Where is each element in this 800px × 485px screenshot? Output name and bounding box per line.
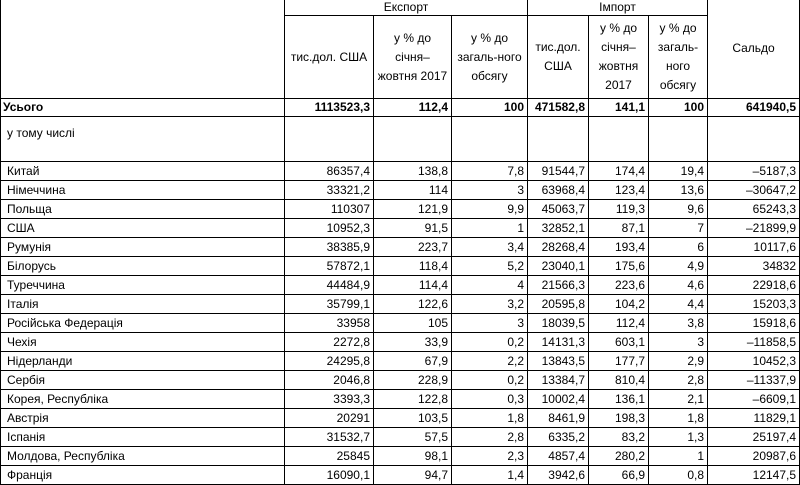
export-pct-cell: 94,7 (374, 466, 452, 485)
export-share-cell: 7,8 (452, 162, 528, 181)
table-row (1, 200, 800, 219)
import-usd-cell: 10002,4 (528, 390, 589, 409)
export-usd-cell: 24295,8 (285, 352, 374, 371)
table-row (1, 295, 800, 314)
balance-cell: –11858,5 (708, 333, 800, 352)
export-usd-cell: 86357,4 (285, 162, 374, 181)
import-share-cell: 7 (649, 219, 708, 238)
import-pct-cell: 198,3 (589, 409, 649, 428)
import-share-cell: 0,8 (649, 466, 708, 485)
empty-cell (528, 117, 589, 162)
import-pct-cell: 87,1 (589, 219, 649, 238)
total-row (1, 99, 800, 117)
export-share-cell: 1,8 (452, 409, 528, 428)
import-pct-cell: 83,2 (589, 428, 649, 447)
export-group-header: Експорт (285, 0, 528, 16)
import-pct-cell: 810,4 (589, 371, 649, 390)
import-usd-cell: 32852,1 (528, 219, 589, 238)
total-import-pct: 141,1 (589, 99, 649, 117)
country-name: Корея, Республіка (1, 390, 285, 409)
export-usd-cell: 16090,1 (285, 466, 374, 485)
import-share-cell: 2,1 (649, 390, 708, 409)
export-usd-cell: 35799,1 (285, 295, 374, 314)
import-pct-cell: 193,4 (589, 238, 649, 257)
table-row (1, 314, 800, 333)
export-usd-cell: 57872,1 (285, 257, 374, 276)
import-share-cell: 6 (649, 238, 708, 257)
table-row (1, 238, 800, 257)
import-pct-cell: 603,1 (589, 333, 649, 352)
import-usd-header: тис.дол. США (528, 16, 589, 99)
export-pct-cell: 98,1 (374, 447, 452, 466)
export-share-cell: 3 (452, 314, 528, 333)
import-pct-cell: 123,4 (589, 181, 649, 200)
empty-cell (649, 117, 708, 162)
import-pct-cell: 177,7 (589, 352, 649, 371)
country-name: Іспанія (1, 428, 285, 447)
import-usd-cell: 28268,4 (528, 238, 589, 257)
country-name: Білорусь (1, 257, 285, 276)
country-name: Нідерланди (1, 352, 285, 371)
import-share-cell: 3 (649, 333, 708, 352)
balance-cell: 25197,4 (708, 428, 800, 447)
export-pct-cell: 118,4 (374, 257, 452, 276)
country-name: Молдова, Республіка (1, 447, 285, 466)
table-row (1, 390, 800, 409)
import-usd-cell: 45063,7 (528, 200, 589, 219)
export-pct-cell: 91,5 (374, 219, 452, 238)
import-share-cell: 1 (649, 447, 708, 466)
balance-cell: 34832 (708, 257, 800, 276)
export-usd-cell: 31532,7 (285, 428, 374, 447)
export-share-cell: 4 (452, 276, 528, 295)
country-name: Франція (1, 466, 285, 485)
export-usd-cell: 44484,9 (285, 276, 374, 295)
export-share-header: у % до загаль-ного обсягу (452, 16, 528, 99)
empty-cell (708, 117, 800, 162)
country-name: Італія (1, 295, 285, 314)
balance-cell: –30647,2 (708, 181, 800, 200)
total-balance: 641940,5 (708, 99, 800, 117)
table-row (1, 371, 800, 390)
export-usd-cell: 110307 (285, 200, 374, 219)
empty-cell (452, 117, 528, 162)
export-usd-cell: 2272,8 (285, 333, 374, 352)
balance-cell: 22918,6 (708, 276, 800, 295)
table-row (1, 447, 800, 466)
country-name: Сербія (1, 371, 285, 390)
export-pct-cell: 228,9 (374, 371, 452, 390)
header-country-cell (1, 0, 285, 99)
export-share-cell: 2,8 (452, 428, 528, 447)
table-row (1, 162, 800, 181)
intro-label: у тому числі (1, 117, 285, 162)
import-pct-cell: 136,1 (589, 390, 649, 409)
country-name: Російська Федерація (1, 314, 285, 333)
export-pct-cell: 103,5 (374, 409, 452, 428)
balance-cell: –11337,9 (708, 371, 800, 390)
empty-cell (589, 117, 649, 162)
export-usd-cell: 25845 (285, 447, 374, 466)
import-share-cell: 1,8 (649, 409, 708, 428)
table-row (1, 466, 800, 485)
export-pct-cell: 121,9 (374, 200, 452, 219)
import-pct-header: у % до січня–жовтня 2017 (589, 16, 649, 99)
import-share-cell: 2,9 (649, 352, 708, 371)
total-import-share: 100 (649, 99, 708, 117)
export-usd-cell: 3393,3 (285, 390, 374, 409)
export-usd-cell: 33958 (285, 314, 374, 333)
import-usd-cell: 8461,9 (528, 409, 589, 428)
import-group-header: Імпорт (528, 0, 708, 16)
import-usd-cell: 4857,4 (528, 447, 589, 466)
table-row (1, 181, 800, 200)
balance-header: Сальдо (708, 0, 800, 99)
import-share-cell: 2,8 (649, 371, 708, 390)
balance-cell: 15203,3 (708, 295, 800, 314)
import-usd-cell: 63968,4 (528, 181, 589, 200)
export-usd-cell: 10952,3 (285, 219, 374, 238)
import-pct-cell: 280,2 (589, 447, 649, 466)
import-share-cell: 4,4 (649, 295, 708, 314)
export-share-cell: 9,9 (452, 200, 528, 219)
balance-cell: 15918,6 (708, 314, 800, 333)
balance-cell: –6609,1 (708, 390, 800, 409)
export-pct-cell: 57,5 (374, 428, 452, 447)
export-share-cell: 3,4 (452, 238, 528, 257)
import-pct-cell: 119,3 (589, 200, 649, 219)
export-pct-cell: 114,4 (374, 276, 452, 295)
export-usd-cell: 20291 (285, 409, 374, 428)
empty-cell (374, 117, 452, 162)
import-usd-cell: 18039,5 (528, 314, 589, 333)
import-pct-cell: 174,4 (589, 162, 649, 181)
export-share-cell: 2,3 (452, 447, 528, 466)
import-share-cell: 9,6 (649, 200, 708, 219)
import-usd-cell: 13843,5 (528, 352, 589, 371)
balance-cell: –5187,3 (708, 162, 800, 181)
table-row (1, 428, 800, 447)
total-import-usd: 471582,8 (528, 99, 589, 117)
export-usd-cell: 38385,9 (285, 238, 374, 257)
table-row (1, 352, 800, 371)
import-usd-cell: 14131,3 (528, 333, 589, 352)
import-share-cell: 1,3 (649, 428, 708, 447)
import-pct-cell: 112,4 (589, 314, 649, 333)
import-share-cell: 4,6 (649, 276, 708, 295)
export-usd-cell: 2046,8 (285, 371, 374, 390)
import-share-cell: 19,4 (649, 162, 708, 181)
balance-cell: 12147,5 (708, 466, 800, 485)
import-pct-cell: 66,9 (589, 466, 649, 485)
export-pct-cell: 67,9 (374, 352, 452, 371)
export-share-cell: 0,2 (452, 333, 528, 352)
country-name: Туреччина (1, 276, 285, 295)
total-export-usd: 1113523,3 (285, 99, 374, 117)
import-share-cell: 4,9 (649, 257, 708, 276)
import-share-header: у % до загаль-ного обсягу (649, 16, 708, 99)
export-share-cell: 3 (452, 181, 528, 200)
intro-row (1, 117, 800, 162)
export-share-cell: 1 (452, 219, 528, 238)
country-name: Німеччина (1, 181, 285, 200)
export-usd-cell: 33321,2 (285, 181, 374, 200)
table-row (1, 333, 800, 352)
import-usd-cell: 21566,3 (528, 276, 589, 295)
import-pct-cell: 104,2 (589, 295, 649, 314)
total-export-share: 100 (452, 99, 528, 117)
table-row (1, 409, 800, 428)
export-pct-cell: 122,6 (374, 295, 452, 314)
export-share-cell: 5,2 (452, 257, 528, 276)
export-pct-cell: 138,8 (374, 162, 452, 181)
empty-cell (285, 117, 374, 162)
balance-cell: 10452,3 (708, 352, 800, 371)
country-name: Китай (1, 162, 285, 181)
import-usd-cell: 23040,1 (528, 257, 589, 276)
export-share-cell: 2,2 (452, 352, 528, 371)
table-row (1, 219, 800, 238)
country-name: США (1, 219, 285, 238)
export-pct-cell: 223,7 (374, 238, 452, 257)
header-group-row (1, 0, 800, 16)
import-usd-cell: 91544,7 (528, 162, 589, 181)
balance-cell: 10117,6 (708, 238, 800, 257)
balance-cell: 65243,3 (708, 200, 800, 219)
export-usd-header: тис.дол. США (285, 16, 374, 99)
export-pct-cell: 105 (374, 314, 452, 333)
import-usd-cell: 3942,6 (528, 466, 589, 485)
export-pct-cell: 122,8 (374, 390, 452, 409)
country-name: Чехія (1, 333, 285, 352)
export-pct-cell: 114 (374, 181, 452, 200)
export-share-cell: 1,4 (452, 466, 528, 485)
total-label: Усього (1, 99, 285, 117)
export-share-cell: 3,2 (452, 295, 528, 314)
country-name: Польща (1, 200, 285, 219)
import-usd-cell: 13384,7 (528, 371, 589, 390)
balance-cell: 11829,1 (708, 409, 800, 428)
export-share-cell: 0,2 (452, 371, 528, 390)
table-row (1, 257, 800, 276)
export-pct-header: у % до січня–жовтня 2017 (374, 16, 452, 99)
country-name: Румунія (1, 238, 285, 257)
balance-cell: –21899,9 (708, 219, 800, 238)
total-export-pct: 112,4 (374, 99, 452, 117)
balance-cell: 20987,6 (708, 447, 800, 466)
import-pct-cell: 223,6 (589, 276, 649, 295)
country-name: Австрія (1, 409, 285, 428)
import-share-cell: 3,8 (649, 314, 708, 333)
import-usd-cell: 20595,8 (528, 295, 589, 314)
import-pct-cell: 175,6 (589, 257, 649, 276)
table-row (1, 276, 800, 295)
import-share-cell: 13,6 (649, 181, 708, 200)
export-share-cell: 0,3 (452, 390, 528, 409)
export-pct-cell: 33,9 (374, 333, 452, 352)
import-usd-cell: 6335,2 (528, 428, 589, 447)
